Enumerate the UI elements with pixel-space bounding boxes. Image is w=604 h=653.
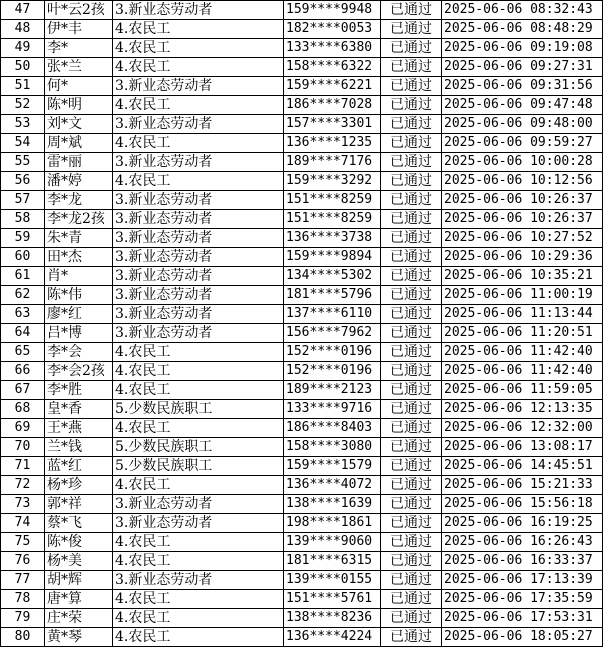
- category-cell: 3.新业态劳动者: [113, 571, 284, 590]
- name-cell: 唐*算: [45, 590, 113, 609]
- row-number-cell: 79: [1, 609, 45, 628]
- timestamp-cell: 2025-06-06 08:48:29: [442, 20, 603, 39]
- timestamp-cell: 2025-06-06 16:33:37: [442, 552, 603, 571]
- table-row: [1, 457, 603, 476]
- status-cell: 已通过: [381, 305, 442, 324]
- name-cell: 李*: [45, 39, 113, 58]
- status-cell: 已通过: [381, 381, 442, 400]
- timestamp-cell: 2025-06-06 09:48:00: [442, 115, 603, 134]
- status-cell: 已通过: [381, 1, 442, 20]
- table-row: [1, 400, 603, 419]
- category-cell: 3.新业态劳动者: [113, 248, 284, 267]
- table-row: [1, 419, 603, 438]
- phone-cell: 134****5302: [284, 267, 381, 286]
- category-cell: 4.农民工: [113, 343, 284, 362]
- table-row: [1, 210, 603, 229]
- table-row: [1, 514, 603, 533]
- status-cell: 已通过: [381, 210, 442, 229]
- category-cell: 4.农民工: [113, 362, 284, 381]
- status-cell: 已通过: [381, 134, 442, 153]
- table-row: [1, 343, 603, 362]
- timestamp-cell: 2025-06-06 10:26:37: [442, 191, 603, 210]
- status-cell: 已通过: [381, 419, 442, 438]
- status-cell: 已通过: [381, 58, 442, 77]
- table-row: [1, 229, 603, 248]
- table-row: [1, 267, 603, 286]
- timestamp-cell: 2025-06-06 11:59:05: [442, 381, 603, 400]
- table-row: [1, 96, 603, 115]
- status-cell: 已通过: [381, 495, 442, 514]
- table-row: [1, 191, 603, 210]
- category-cell: 3.新业态劳动者: [113, 1, 284, 20]
- row-number-cell: 80: [1, 628, 45, 647]
- category-cell: 3.新业态劳动者: [113, 153, 284, 172]
- row-number-cell: 76: [1, 552, 45, 571]
- row-number-cell: 59: [1, 229, 45, 248]
- timestamp-cell: 2025-06-06 10:00:28: [442, 153, 603, 172]
- timestamp-cell: 2025-06-06 11:42:40: [442, 343, 603, 362]
- row-number-cell: 69: [1, 419, 45, 438]
- row-number-cell: 68: [1, 400, 45, 419]
- name-cell: 陈*伟: [45, 286, 113, 305]
- status-cell: 已通过: [381, 39, 442, 58]
- name-cell: 陈*俊: [45, 533, 113, 552]
- phone-cell: 137****6110: [284, 305, 381, 324]
- category-cell: 3.新业态劳动者: [113, 286, 284, 305]
- name-cell: 皇*香: [45, 400, 113, 419]
- row-number-cell: 48: [1, 20, 45, 39]
- timestamp-cell: 2025-06-06 09:31:56: [442, 77, 603, 96]
- status-cell: 已通过: [381, 552, 442, 571]
- phone-cell: 151****5761: [284, 590, 381, 609]
- timestamp-cell: 2025-06-06 11:13:44: [442, 305, 603, 324]
- status-cell: 已通过: [381, 115, 442, 134]
- row-number-cell: 73: [1, 495, 45, 514]
- phone-cell: 189****2123: [284, 381, 381, 400]
- phone-cell: 186****8403: [284, 419, 381, 438]
- category-cell: 5.少数民族职工: [113, 400, 284, 419]
- timestamp-cell: 2025-06-06 11:20:51: [442, 324, 603, 343]
- table-row: [1, 39, 603, 58]
- name-cell: 兰*钱: [45, 438, 113, 457]
- category-cell: 4.农民工: [113, 134, 284, 153]
- timestamp-cell: 2025-06-06 16:26:43: [442, 533, 603, 552]
- records-table-body: [1, 1, 603, 647]
- timestamp-cell: 2025-06-06 17:53:31: [442, 609, 603, 628]
- table-row: [1, 172, 603, 191]
- name-cell: 朱*青: [45, 229, 113, 248]
- table-row: [1, 58, 603, 77]
- row-number-cell: 61: [1, 267, 45, 286]
- name-cell: 李*龙2孩: [45, 210, 113, 229]
- category-cell: 4.农民工: [113, 381, 284, 400]
- row-number-cell: 75: [1, 533, 45, 552]
- status-cell: 已通过: [381, 438, 442, 457]
- timestamp-cell: 2025-06-06 14:45:51: [442, 457, 603, 476]
- category-cell: 3.新业态劳动者: [113, 267, 284, 286]
- timestamp-cell: 2025-06-06 15:56:18: [442, 495, 603, 514]
- phone-cell: 139****9060: [284, 533, 381, 552]
- phone-cell: 158****3080: [284, 438, 381, 457]
- phone-cell: 181****5796: [284, 286, 381, 305]
- phone-cell: 159****9894: [284, 248, 381, 267]
- row-number-cell: 77: [1, 571, 45, 590]
- name-cell: 王*燕: [45, 419, 113, 438]
- name-cell: 庄*荣: [45, 609, 113, 628]
- status-cell: 已通过: [381, 267, 442, 286]
- status-cell: 已通过: [381, 571, 442, 590]
- timestamp-cell: 2025-06-06 09:59:27: [442, 134, 603, 153]
- status-cell: 已通过: [381, 191, 442, 210]
- timestamp-cell: 2025-06-06 12:13:35: [442, 400, 603, 419]
- name-cell: 杨*美: [45, 552, 113, 571]
- name-cell: 叶*云2孩: [45, 1, 113, 20]
- timestamp-cell: 2025-06-06 09:27:31: [442, 58, 603, 77]
- phone-cell: 158****6322: [284, 58, 381, 77]
- timestamp-cell: 2025-06-06 10:12:56: [442, 172, 603, 191]
- timestamp-cell: 2025-06-06 09:19:08: [442, 39, 603, 58]
- timestamp-cell: 2025-06-06 18:05:27: [442, 628, 603, 647]
- category-cell: 3.新业态劳动者: [113, 229, 284, 248]
- name-cell: 杨*珍: [45, 476, 113, 495]
- table-row: [1, 153, 603, 172]
- status-cell: 已通过: [381, 20, 442, 39]
- row-number-cell: 78: [1, 590, 45, 609]
- category-cell: 4.农民工: [113, 590, 284, 609]
- name-cell: 潘*婷: [45, 172, 113, 191]
- category-cell: 4.农民工: [113, 20, 284, 39]
- phone-cell: 136****4224: [284, 628, 381, 647]
- row-number-cell: 51: [1, 77, 45, 96]
- category-cell: 4.农民工: [113, 628, 284, 647]
- timestamp-cell: 2025-06-06 10:35:21: [442, 267, 603, 286]
- phone-cell: 157****3301: [284, 115, 381, 134]
- name-cell: 李*会: [45, 343, 113, 362]
- row-number-cell: 64: [1, 324, 45, 343]
- row-number-cell: 55: [1, 153, 45, 172]
- phone-cell: 159****1579: [284, 457, 381, 476]
- timestamp-cell: 2025-06-06 17:35:59: [442, 590, 603, 609]
- row-number-cell: 52: [1, 96, 45, 115]
- category-cell: 3.新业态劳动者: [113, 210, 284, 229]
- timestamp-cell: 2025-06-06 09:47:48: [442, 96, 603, 115]
- row-number-cell: 58: [1, 210, 45, 229]
- status-cell: 已通过: [381, 457, 442, 476]
- phone-cell: 181****6315: [284, 552, 381, 571]
- category-cell: 3.新业态劳动者: [113, 514, 284, 533]
- status-cell: 已通过: [381, 628, 442, 647]
- table-row: [1, 1, 603, 20]
- phone-cell: 156****7962: [284, 324, 381, 343]
- category-cell: 3.新业态劳动者: [113, 191, 284, 210]
- name-cell: 田*杰: [45, 248, 113, 267]
- table-row: [1, 134, 603, 153]
- category-cell: 4.农民工: [113, 533, 284, 552]
- phone-cell: 159****3292: [284, 172, 381, 191]
- table-row: [1, 248, 603, 267]
- status-cell: 已通过: [381, 514, 442, 533]
- name-cell: 胡*辉: [45, 571, 113, 590]
- status-cell: 已通过: [381, 400, 442, 419]
- name-cell: 廖*红: [45, 305, 113, 324]
- table-row: [1, 590, 603, 609]
- name-cell: 陈*明: [45, 96, 113, 115]
- category-cell: 3.新业态劳动者: [113, 77, 284, 96]
- row-number-cell: 67: [1, 381, 45, 400]
- name-cell: 张*兰: [45, 58, 113, 77]
- status-cell: 已通过: [381, 77, 442, 96]
- phone-cell: 139****0155: [284, 571, 381, 590]
- phone-cell: 136****1235: [284, 134, 381, 153]
- name-cell: 蓝*红: [45, 457, 113, 476]
- category-cell: 4.农民工: [113, 419, 284, 438]
- row-number-cell: 54: [1, 134, 45, 153]
- table-row: [1, 533, 603, 552]
- status-cell: 已通过: [381, 476, 442, 495]
- name-cell: 黄*琴: [45, 628, 113, 647]
- name-cell: 肖*: [45, 267, 113, 286]
- phone-cell: 189****7176: [284, 153, 381, 172]
- category-cell: 4.农民工: [113, 609, 284, 628]
- row-number-cell: 60: [1, 248, 45, 267]
- table-row: [1, 628, 603, 647]
- category-cell: 3.新业态劳动者: [113, 305, 284, 324]
- phone-cell: 152****0196: [284, 343, 381, 362]
- name-cell: 吕*博: [45, 324, 113, 343]
- phone-cell: 151****8259: [284, 191, 381, 210]
- table-row: [1, 438, 603, 457]
- phone-cell: 133****6380: [284, 39, 381, 58]
- category-cell: 3.新业态劳动者: [113, 115, 284, 134]
- timestamp-cell: 2025-06-06 15:21:33: [442, 476, 603, 495]
- category-cell: 4.农民工: [113, 172, 284, 191]
- status-cell: 已通过: [381, 96, 442, 115]
- timestamp-cell: 2025-06-06 11:00:19: [442, 286, 603, 305]
- row-number-cell: 66: [1, 362, 45, 381]
- row-number-cell: 74: [1, 514, 45, 533]
- status-cell: 已通过: [381, 609, 442, 628]
- phone-cell: 151****8259: [284, 210, 381, 229]
- category-cell: 4.农民工: [113, 552, 284, 571]
- row-number-cell: 62: [1, 286, 45, 305]
- table-row: [1, 495, 603, 514]
- category-cell: 5.少数民族职工: [113, 457, 284, 476]
- row-number-cell: 47: [1, 1, 45, 20]
- name-cell: 李*胜: [45, 381, 113, 400]
- row-number-cell: 57: [1, 191, 45, 210]
- status-cell: 已通过: [381, 533, 442, 552]
- status-cell: 已通过: [381, 286, 442, 305]
- name-cell: 李*龙: [45, 191, 113, 210]
- category-cell: 4.农民工: [113, 58, 284, 77]
- name-cell: 雷*丽: [45, 153, 113, 172]
- row-number-cell: 70: [1, 438, 45, 457]
- phone-cell: 186****7028: [284, 96, 381, 115]
- category-cell: 3.新业态劳动者: [113, 495, 284, 514]
- name-cell: 何*: [45, 77, 113, 96]
- table-row: [1, 476, 603, 495]
- status-cell: 已通过: [381, 153, 442, 172]
- table-row: [1, 286, 603, 305]
- phone-cell: 138****8236: [284, 609, 381, 628]
- status-cell: 已通过: [381, 248, 442, 267]
- phone-cell: 133****9716: [284, 400, 381, 419]
- timestamp-cell: 2025-06-06 08:32:43: [442, 1, 603, 20]
- timestamp-cell: 2025-06-06 11:42:40: [442, 362, 603, 381]
- timestamp-cell: 2025-06-06 12:32:00: [442, 419, 603, 438]
- category-cell: 5.少数民族职工: [113, 438, 284, 457]
- name-cell: 周*斌: [45, 134, 113, 153]
- timestamp-cell: 2025-06-06 10:29:36: [442, 248, 603, 267]
- status-cell: 已通过: [381, 362, 442, 381]
- row-number-cell: 53: [1, 115, 45, 134]
- table-row: [1, 571, 603, 590]
- status-cell: 已通过: [381, 324, 442, 343]
- name-cell: 郭*祥: [45, 495, 113, 514]
- table-row: [1, 324, 603, 343]
- timestamp-cell: 2025-06-06 17:13:39: [442, 571, 603, 590]
- row-number-cell: 63: [1, 305, 45, 324]
- status-cell: 已通过: [381, 229, 442, 248]
- row-number-cell: 65: [1, 343, 45, 362]
- category-cell: 4.农民工: [113, 96, 284, 115]
- timestamp-cell: 2025-06-06 10:26:37: [442, 210, 603, 229]
- table-row: [1, 305, 603, 324]
- category-cell: 3.新业态劳动者: [113, 324, 284, 343]
- table-row: [1, 609, 603, 628]
- table-row: [1, 362, 603, 381]
- phone-cell: 182****0053: [284, 20, 381, 39]
- row-number-cell: 50: [1, 58, 45, 77]
- table-row: [1, 77, 603, 96]
- category-cell: 4.农民工: [113, 476, 284, 495]
- category-cell: 4.农民工: [113, 39, 284, 58]
- row-number-cell: 72: [1, 476, 45, 495]
- row-number-cell: 71: [1, 457, 45, 476]
- status-cell: 已通过: [381, 590, 442, 609]
- phone-cell: 159****6221: [284, 77, 381, 96]
- name-cell: 刘*文: [45, 115, 113, 134]
- table-row: [1, 552, 603, 571]
- row-number-cell: 56: [1, 172, 45, 191]
- phone-cell: 136****3738: [284, 229, 381, 248]
- phone-cell: 159****9948: [284, 1, 381, 20]
- status-cell: 已通过: [381, 172, 442, 191]
- timestamp-cell: 2025-06-06 10:27:52: [442, 229, 603, 248]
- phone-cell: 138****1639: [284, 495, 381, 514]
- name-cell: 李*会2孩: [45, 362, 113, 381]
- timestamp-cell: 2025-06-06 16:19:25: [442, 514, 603, 533]
- timestamp-cell: 2025-06-06 13:08:17: [442, 438, 603, 457]
- phone-cell: 198****1861: [284, 514, 381, 533]
- table-row: [1, 381, 603, 400]
- phone-cell: 136****4072: [284, 476, 381, 495]
- status-cell: 已通过: [381, 343, 442, 362]
- table-row: [1, 20, 603, 39]
- row-number-cell: 49: [1, 39, 45, 58]
- table-row: [1, 115, 603, 134]
- phone-cell: 152****0196: [284, 362, 381, 381]
- name-cell: 伊*丰: [45, 20, 113, 39]
- name-cell: 蔡*飞: [45, 514, 113, 533]
